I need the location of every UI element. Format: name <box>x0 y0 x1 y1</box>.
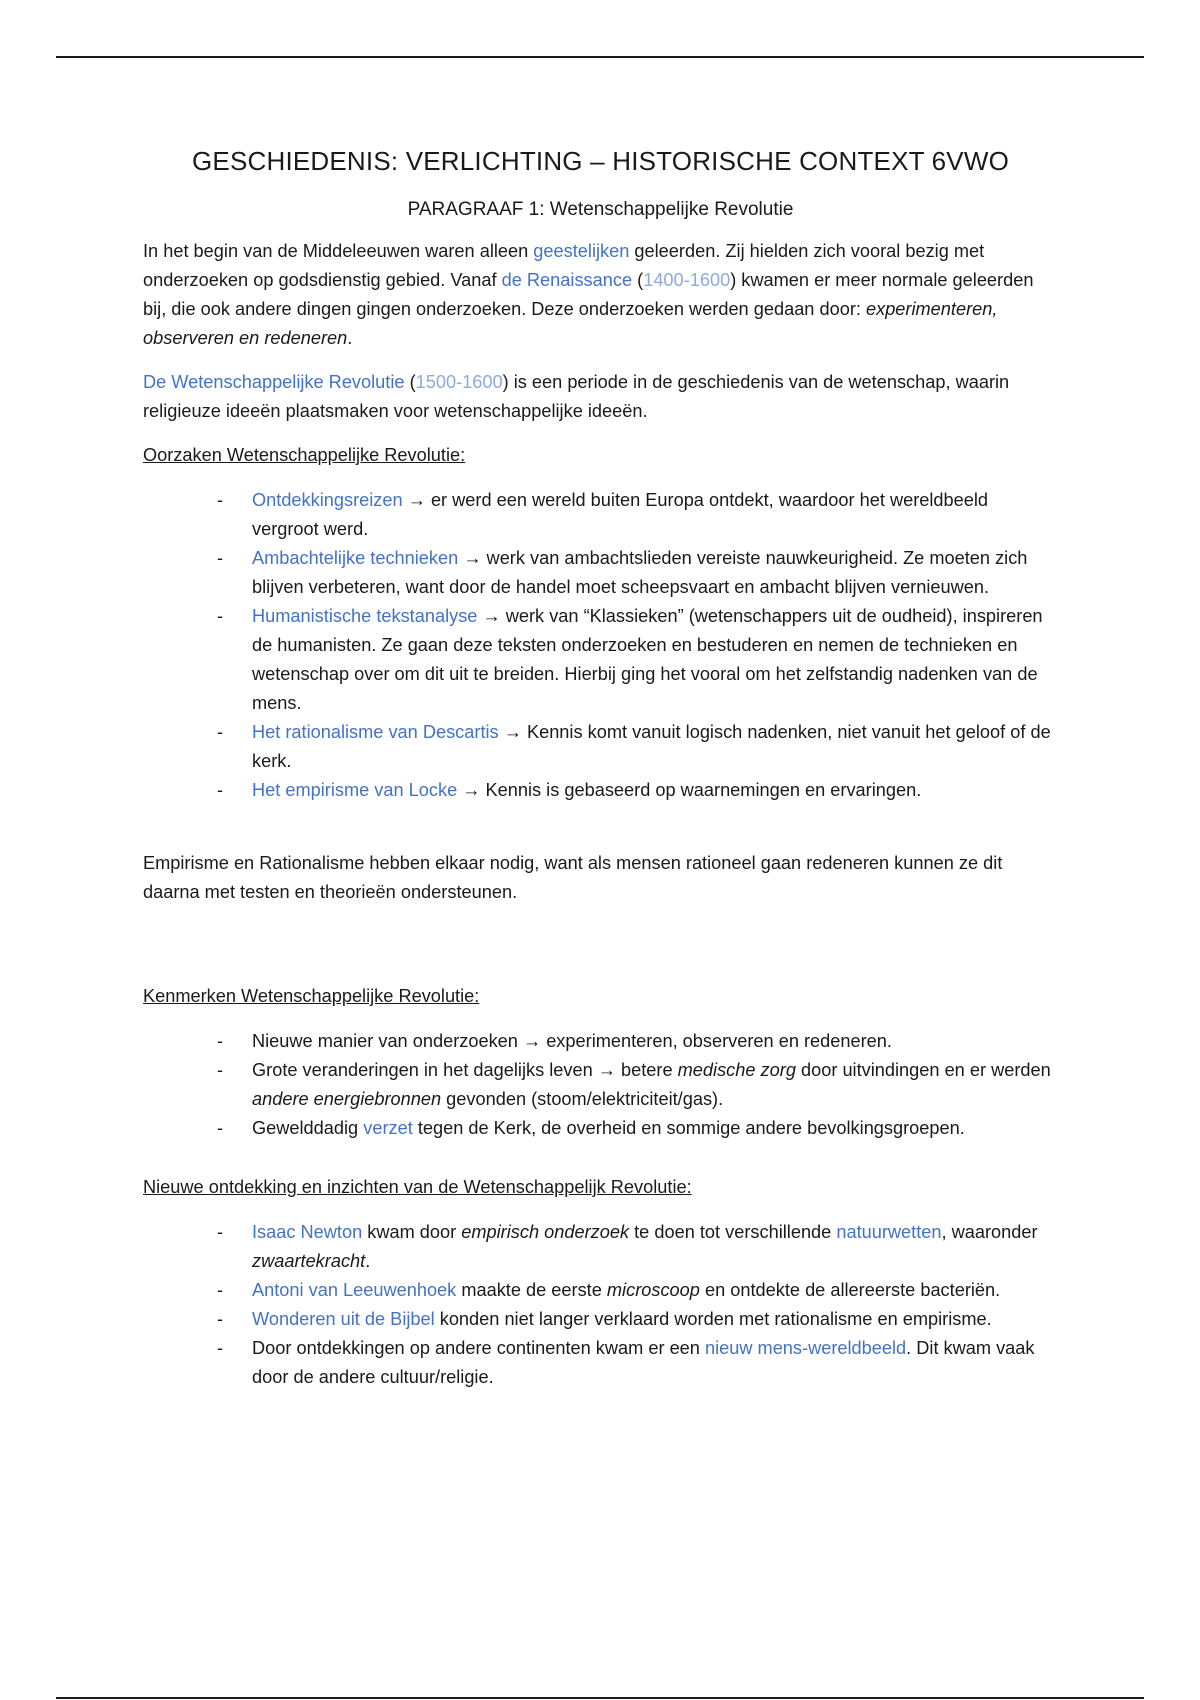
document-page <box>143 143 1058 1392</box>
arrow-icon: → <box>597 1060 616 1080</box>
top-rule <box>56 56 1144 58</box>
discoveries-heading: Nieuwe ontdekking en inzichten van de Wetenschappelijk Revolutie: <box>143 1177 692 1197</box>
causes-heading: Oorzaken Wetenschappelijke Revolutie: <box>143 445 466 465</box>
intro-paragraph: In het begin van de Middeleeuwen waren alleen geestelijken geleerden. Zij hielden zich vooral bezig met onderzoeken op godsdienstig gebied. Vanaf de Renaissance (1400-1600) kwamen er meer normale geleerden bij, die ook andere dingen gingen onderzoeken. Deze onderzoeken werden gedaan door: experimenteren, observeren en redeneren. <box>143 241 1034 348</box>
section-subtitle: PARAGRAAF 1: Wetenschappelijke Revolutie <box>407 199 794 220</box>
list-item: - Wonderen uit de Bijbel konden niet langer verklaard worden met rationalisme en empirisme. <box>217 1309 992 1329</box>
list-item: - Het empirisme van Locke → Kennis is gebaseerd op waarnemingen en ervaringen. <box>217 780 922 800</box>
keyword-wetenschappelijke-revolutie: De Wetenschappelijke Revolutie <box>143 372 405 392</box>
list-item: - Grote veranderingen in het dagelijks leven → betere medische zorg door uitvindingen en er werden andere energiebronnen gevonden (stoom/elektriciteit/gas). <box>217 1060 1051 1109</box>
arrow-icon: → <box>522 1031 542 1051</box>
date-range: 1500-1600 <box>415 372 503 392</box>
features-list <box>143 1027 1058 1143</box>
causes-list <box>143 486 1058 805</box>
arrow-icon: → <box>462 780 481 800</box>
list-item: - Ontdekkingsreizen → er werd een wereld buiten Europa ontdekt, waardoor het wereldbeeld vergroot werd. <box>217 490 989 539</box>
list-item: - Humanistische tekstanalyse → werk van “Klassieken” (wetenschappers uit de oudheid), inspireren de humanisten. Ze gaan deze teksten onderzoeken en bestuderen en nemen de technieken en wetenschap over om dit uit te breiden. Hierbij ging het vooral om het zelfstandig nadenken van de mens. <box>217 606 1043 713</box>
keyword-renaissance: de Renaissance <box>501 270 633 290</box>
arrow-icon: → <box>407 490 426 510</box>
list-item: - Gewelddadig verzet tegen de Kerk, de overheid en sommige andere bevolkingsgroepen. <box>217 1118 965 1138</box>
list-item: - Antoni van Leeuwenhoek maakte de eerste microscoop en ontdekte de allereerste bacteriën. <box>217 1280 1001 1300</box>
definition-paragraph: De Wetenschappelijke Revolutie (1500-1600) is een periode in de geschiedenis van de wetenschap, waarin religieuze ideeën plaatsmaken voor wetenschappelijke ideeën. <box>143 372 1010 421</box>
page-title: GESCHIEDENIS: VERLICHTING – HISTORISCHE CONTEXT 6VWO <box>191 146 1010 176</box>
arrow-icon: → <box>503 722 522 742</box>
bottom-rule <box>56 1697 1144 1699</box>
list-item: - Nieuwe manier van onderzoeken → experimenteren, observeren en redeneren. <box>217 1031 892 1051</box>
features-heading: Kenmerken Wetenschappelijke Revolutie: <box>143 986 480 1006</box>
keyword-geestelijken: geestelijken <box>533 241 630 261</box>
list-item: - Isaac Newton kwam door empirisch onderzoek te doen tot verschillende natuurwetten, waaronder zwaartekracht. <box>217 1222 1038 1271</box>
date-range: 1400-1600 <box>643 270 731 290</box>
combined-paragraph: Empirisme en Rationalisme hebben elkaar nodig, want als mensen rationeel gaan redeneren kunnen ze dit daarna met testen en theorieën ondersteunen. <box>143 853 1003 902</box>
arrow-icon: → <box>463 548 482 568</box>
list-item: - Ambachtelijke technieken → werk van ambachtslieden vereiste nauwkeurigheid. Ze moeten zich blijven verbeteren, want door de handel moet scheepsvaart en ambacht blijven vernieuwen. <box>217 548 1028 597</box>
list-item: - Door ontdekkingen op andere continenten kwam er een nieuw mens-wereldbeeld. Dit kwam vaak door de andere cultuur/religie. <box>217 1338 1035 1387</box>
discoveries-list <box>143 1218 1058 1392</box>
list-item: - Het rationalisme van Descartis → Kennis komt vanuit logisch nadenken, niet vanuit het geloof of de kerk. <box>217 722 1051 771</box>
arrow-icon: → <box>482 606 501 626</box>
